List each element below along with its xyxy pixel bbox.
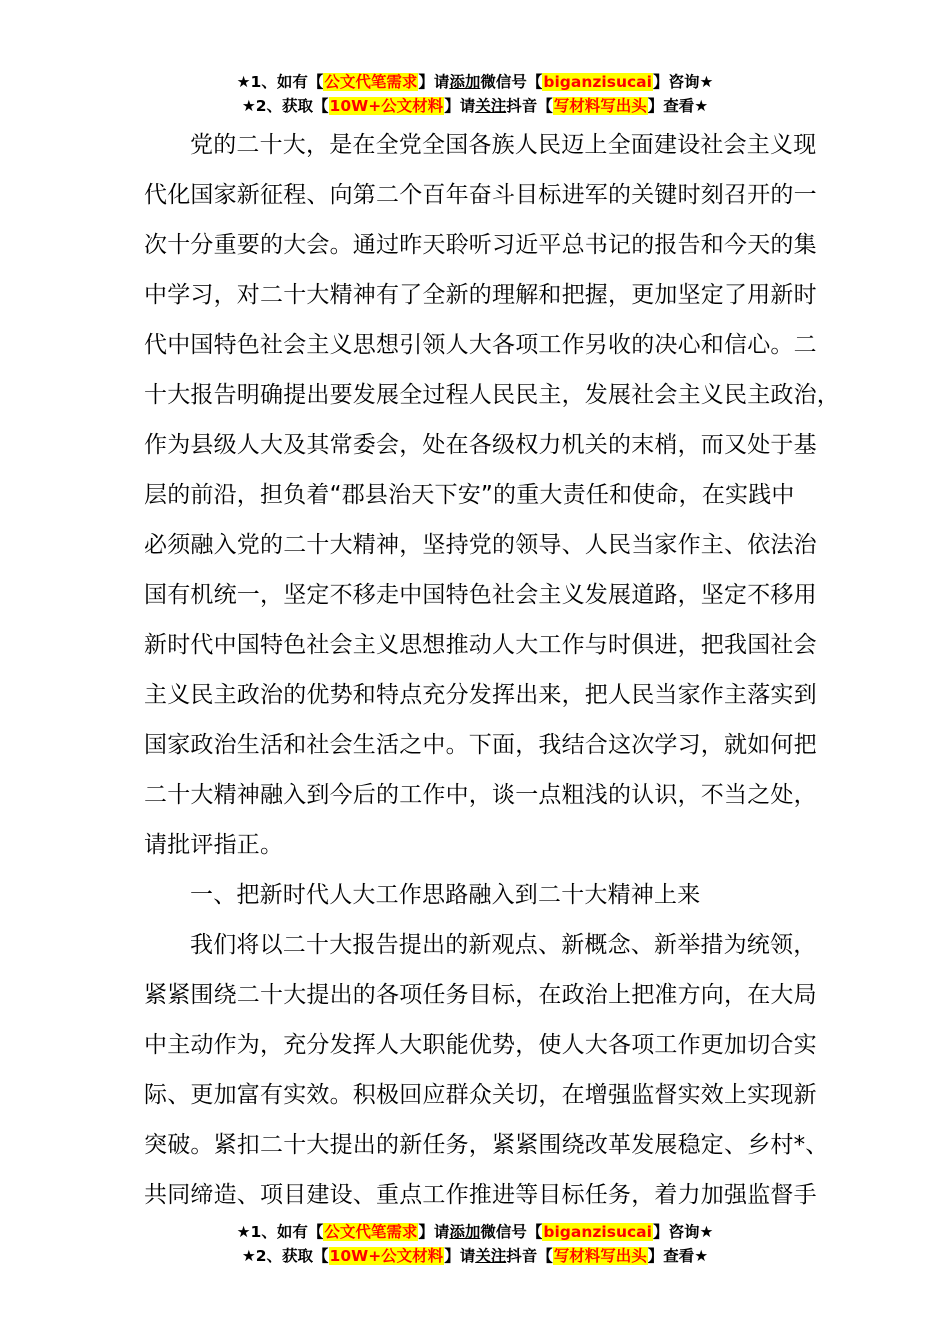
star-icon: ★ xyxy=(699,1223,714,1241)
document-body xyxy=(144,120,840,1220)
highlight-text: 公文代笔需求 xyxy=(324,73,418,91)
banner-line-2: ★2、获取【10W+公文材料】请关注抖音【写材料写出头】查看★ xyxy=(241,97,709,115)
star-icon: ★ xyxy=(699,73,714,91)
banner-line-1: ★1、如有【公文代笔需求】请添加微信号【biganzisucai】咨询★ xyxy=(236,1223,714,1241)
paragraph-intro xyxy=(144,120,840,870)
highlight-text: 公文代笔需求 xyxy=(324,1223,418,1241)
text-line: 请批评指正。 xyxy=(144,832,284,858)
text-line: 中学习，对二十大精神有了全新的理解和把握，更加坚定了用新时 xyxy=(144,282,817,308)
wechat-id: biganzisucai xyxy=(543,1223,652,1241)
underlined-text: 关注 xyxy=(475,1247,507,1265)
star-icon: ★ xyxy=(694,1247,709,1265)
text-line: 代中国特色社会主义思想引领人大各项工作另收的决心和信心。二 xyxy=(144,332,817,358)
star-icon: ★ xyxy=(241,97,256,115)
section-heading xyxy=(144,870,824,920)
text-line: 党的二十大，是在全党全国各族人民迈上全面建设社会主义现 xyxy=(190,132,817,158)
text-line: 代化国家新征程、向第二个百年奋斗目标进军的关键时刻召开的一 xyxy=(144,182,817,208)
star-icon: ★ xyxy=(241,1247,256,1265)
text-line: 十大报告明确提出要发展全过程人民民主，发展社会主义民主政治， xyxy=(144,382,840,408)
text-line: 际、更加富有实效。积极回应群众关切，在增强监督实效上实现新 xyxy=(144,1082,817,1108)
star-icon: ★ xyxy=(236,73,251,91)
banner-line-1: ★1、如有【公文代笔需求】请添加微信号【biganzisucai】咨询★ xyxy=(236,73,714,91)
text-line: 共同缔造、项目建设、重点工作推进等目标任务，着力加强监督手 xyxy=(144,1182,817,1208)
highlight-text: 10W+公文材料 xyxy=(329,1247,444,1265)
text-line: 次十分重要的大会。通过昨天聆听习近平总书记的报告和今天的集 xyxy=(144,232,817,258)
text-line: 作为县级人大及其常委会，处在各级权力机关的末梢，而又处于基 xyxy=(144,432,817,458)
text-line: 我们将以二十大报告提出的新观点、新概念、新举措为统领， xyxy=(190,932,817,958)
text-line: 层的前沿，担负着“郡县治天下安”的重大责任和使命，在实践中 xyxy=(144,482,795,508)
douyin-account: 写材料写出头 xyxy=(553,97,647,115)
text-line: 必须融入党的二十大精神，坚持党的领导、人民当家作主、依法治 xyxy=(144,532,817,558)
douyin-account: 写材料写出头 xyxy=(553,1247,647,1265)
text-line: 国有机统一，坚定不移走中国特色社会主义发展道路，坚定不移用 xyxy=(144,582,817,608)
footer-banner xyxy=(0,1220,950,1268)
text-line: 二十大精神融入到今后的工作中，谈一点粗浅的认识，不当之处， xyxy=(144,782,817,808)
underlined-text: 关注 xyxy=(475,97,507,115)
text-line: 突破。紧扣二十大提出的新任务，紧紧围绕改革发展稳定、乡村*、 xyxy=(144,1132,829,1158)
text-line: 中主动作为，充分发挥人大职能优势，使人大各项工作更加切合实 xyxy=(144,1032,817,1058)
heading-text: 一、把新时代人大工作思路融入到二十大精神上来 xyxy=(190,882,701,908)
header-banner xyxy=(0,70,950,118)
highlight-text: 10W+公文材料 xyxy=(329,97,444,115)
star-icon: ★ xyxy=(694,97,709,115)
wechat-id: biganzisucai xyxy=(543,73,652,91)
underlined-text: 添加 xyxy=(449,1223,481,1241)
underlined-text: 添加 xyxy=(449,73,481,91)
text-line: 紧紧围绕二十大提出的各项任务目标，在政治上把准方向，在大局 xyxy=(144,982,817,1008)
banner-line-2: ★2、获取【10W+公文材料】请关注抖音【写材料写出头】查看★ xyxy=(241,1247,709,1265)
text-line: 主义民主政治的优势和特点充分发挥出来，把人民当家作主落实到 xyxy=(144,682,817,708)
paragraph-section-1 xyxy=(144,920,829,1220)
text-line: 新时代中国特色社会主义思想推动人大工作与时俱进，把我国社会 xyxy=(144,632,817,658)
star-icon: ★ xyxy=(236,1223,251,1241)
text-line: 国家政治生活和社会生活之中。下面，我结合这次学习，就如何把 xyxy=(144,732,817,758)
